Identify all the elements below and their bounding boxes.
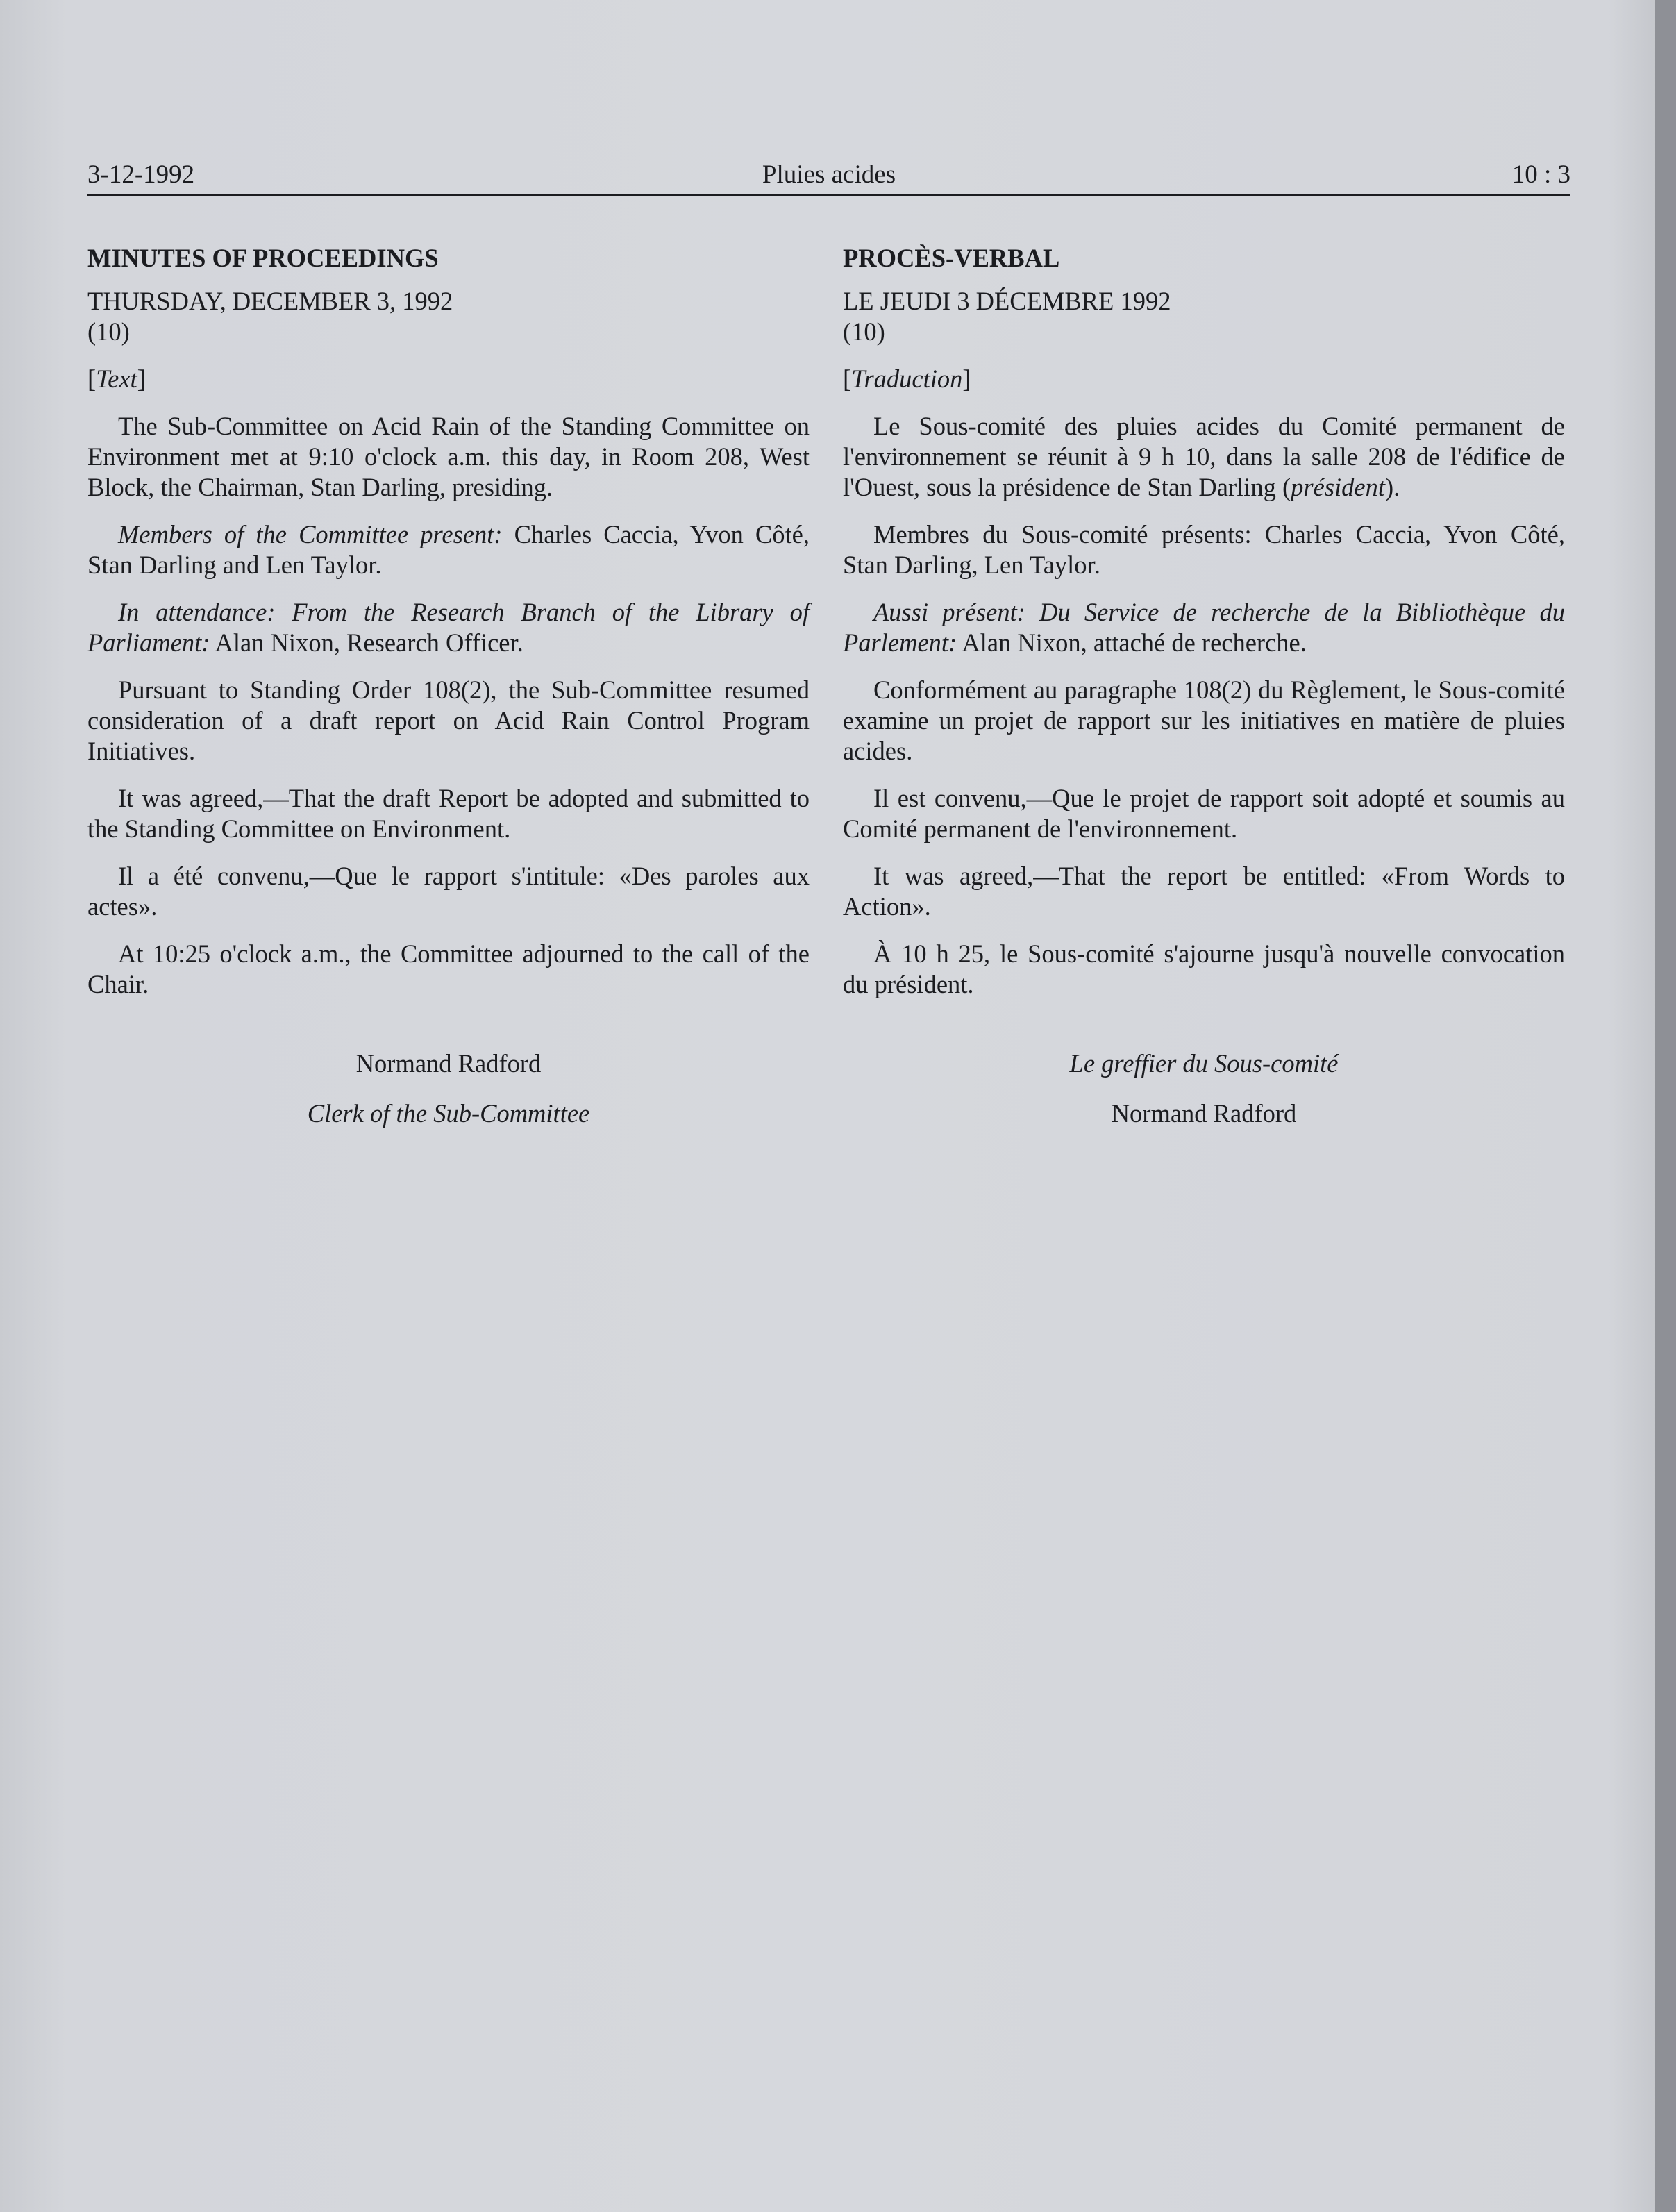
english-column bbox=[87, 243, 810, 1146]
paragraph-opening: The Sub-Committee on Acid Rain of the Standing Committee on Environment met at 9:10 o'clock a.m. this day, in Room 208, West Block, the Chairman, Stan Darling, presiding. bbox=[87, 412, 810, 501]
paragraphe-reglement: Conformément au paragraphe 108(2) du Règlement, le Sous-comité examine un projet de rapport sur les initiatives en matière de pluies acides. bbox=[843, 676, 1565, 765]
clerk-name: Normand Radford bbox=[355, 1049, 542, 1078]
paragraphe-presence bbox=[843, 597, 1565, 658]
seance-date-line: LE JEUDI 3 DÉCEMBRE 1992 bbox=[843, 287, 1171, 315]
paragraph-adjourned: At 10:25 o'clock a.m., the Committee adjourned to the call of the Chair. bbox=[87, 939, 810, 998]
meeting-number: (10) bbox=[87, 317, 130, 346]
minutes-heading: MINUTES OF PROCEEDINGS bbox=[87, 244, 439, 272]
presence-label: Aussi présent: Du Service de recherche de la Bibliothèque du Parlement: bbox=[843, 598, 1565, 657]
meeting-date bbox=[87, 286, 810, 347]
president-label: président bbox=[1291, 473, 1386, 501]
traduction-tag: [Traduction] bbox=[843, 365, 971, 393]
proces-verbal-heading: PROCÈS-VERBAL bbox=[843, 244, 1060, 272]
running-header bbox=[87, 156, 1570, 196]
greffier-title: Le greffier du Sous-comité bbox=[1069, 1049, 1339, 1078]
header-date: 3-12-1992 bbox=[87, 160, 195, 189]
seance-date bbox=[843, 286, 1565, 347]
attendance-list: Alan Nixon, Research Officer. bbox=[210, 628, 523, 657]
header-page-number: 10 : 3 bbox=[1511, 160, 1570, 189]
paragraph-attendance bbox=[87, 597, 810, 658]
french-column bbox=[843, 243, 1565, 1146]
presence-list: Alan Nixon, attaché de recherche. bbox=[957, 628, 1307, 657]
paragraph-order: Pursuant to Standing Order 108(2), the Sub-Committee resumed consideration of a draft report on Acid Rain Control Program Initiatives. bbox=[87, 676, 810, 765]
paragraph-agreed: It was agreed,—That the draft Report be adopted and submitted to the Standing Committee on Environment. bbox=[87, 784, 810, 843]
paragraphe-membres: Membres du Sous-comité présents: Charles Caccia, Yvon Côté, Stan Darling, Len Taylor. bbox=[843, 520, 1565, 579]
text-tag: [Text] bbox=[87, 365, 146, 393]
paragraphe-agreed: It was agreed,—That the report be entitled: «From Words to Action». bbox=[843, 862, 1565, 921]
ouverture-text: Le Sous-comité des pluies acides du Comité permanent de l'environnement se réunit à 9 h 10, dans la salle 208 de l'édifice de l'Ouest, sous la présidence de Stan Darling ( bbox=[843, 412, 1565, 501]
clerk-title: Clerk of the Sub-Committee bbox=[307, 1099, 590, 1128]
paragraph-members bbox=[87, 519, 810, 580]
paragraphe-ouverture bbox=[843, 411, 1565, 503]
text-tag-label: Text bbox=[96, 365, 137, 393]
ouverture-end: ). bbox=[1385, 473, 1400, 501]
greffier-name: Normand Radford bbox=[1111, 1099, 1297, 1128]
attendance-label: In attendance: From the Research Branch of the Library of Parliament: bbox=[87, 598, 810, 657]
members-label: Members of the Committee present: bbox=[118, 520, 503, 548]
header-title: Pluies acides bbox=[762, 160, 896, 189]
meeting-date-line: THURSDAY, DECEMBER 3, 1992 bbox=[87, 287, 453, 315]
page-spine-edge bbox=[1655, 0, 1676, 2212]
paragraph-convenu: Il a été convenu,—Que le rapport s'intitule: «Des paroles aux actes». bbox=[87, 862, 810, 921]
paragraphe-convenu: Il est convenu,—Que le projet de rapport soit adopté et soumis au Comité permanent de l'environnement. bbox=[843, 784, 1565, 843]
traduction-tag-label: Traduction bbox=[851, 365, 963, 393]
paragraphe-ajournement: À 10 h 25, le Sous-comité s'ajourne jusqu'à nouvelle convocation du président. bbox=[843, 939, 1565, 998]
seance-number: (10) bbox=[843, 317, 885, 346]
members-list: Charles Caccia, Yvon Côté, Stan Darling and Len Taylor. bbox=[87, 520, 810, 579]
